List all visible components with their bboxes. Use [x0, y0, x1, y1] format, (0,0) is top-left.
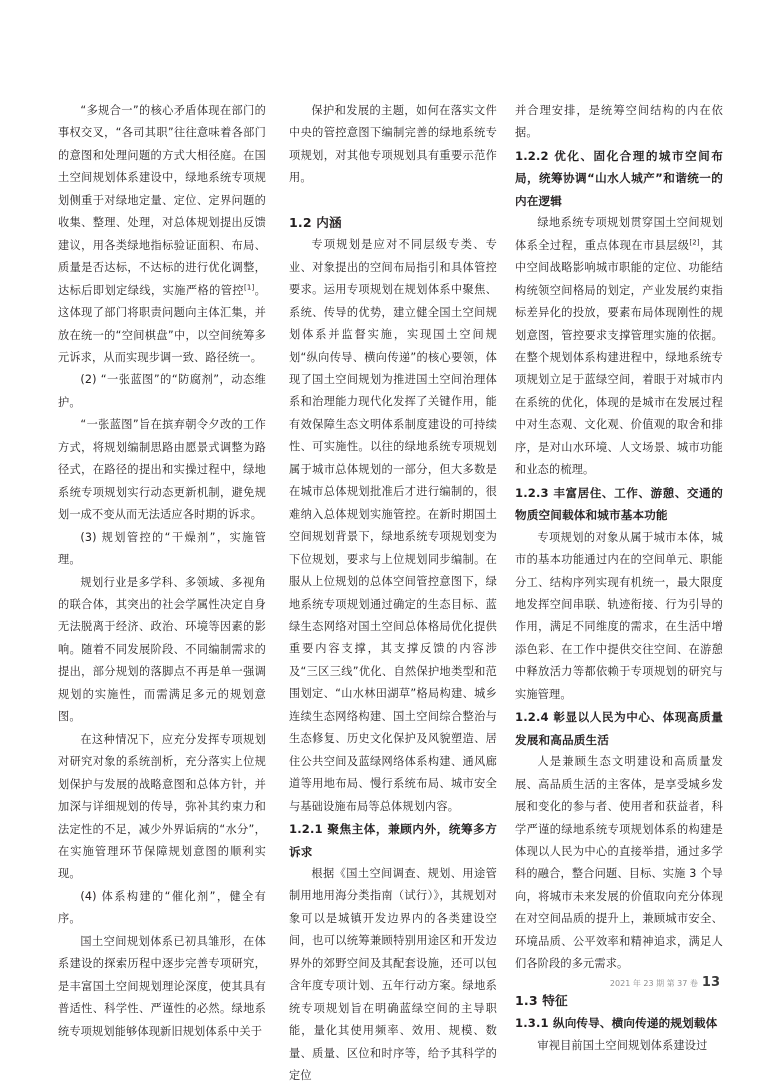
paragraph: 审视目前国土空间规划体系建设过 — [537, 1038, 708, 1052]
paragraph: 绿地系统专项规划贯穿国土空间规划体系全过程，重点体现在市县层级[2]，其中空间战略影响城市职能的定位、功能结构统领空间格局的划定，产业发展约束指标差异化的投放，要素布局体现刚性的规划意图，管控要求支撑管理实施的依据。在整个规划体系构建进程中，绿地系统专项规划立足于蓝绿空间，着眼于对城市内在系统的优化，体现的是城市在发展过程中对生态观、文化观、价值观的取舍和排序，是对山水环境、人文场景、城市功能和业态的梳理。 — [515, 216, 723, 477]
section-heading: 1.2 内涵 — [289, 214, 342, 230]
paragraph: 国土空间规划体系已初具雏形，在体系建设的探索历程中逐步完善专项研究，是丰富国土空间规划理论深度，使其具有普适性、科学性、严谨性的必然。绿地系统专项规划能够体现新旧规划体系中关于 — [58, 934, 266, 1038]
subsection-heading: 1.3.1 纵向传导、横向传递的规划载体 — [515, 1016, 718, 1031]
paragraph: “一张蓝图”旨在摈弃朝令夕改的工作方式，将规划编制思路由愿景式调整为路径式，在路径的提出和实操过程中，绿地系统专项规划实行动态更新机制，避免规划一成不变从而无法适应各时期的诉求。 — [58, 418, 266, 522]
section-heading: 1.3 特征 — [515, 992, 568, 1008]
issue-info: 2021 年 23 期 第 37 卷 — [609, 979, 698, 988]
paragraph: 人是兼顾生态文明建设和高质量发展、高品质生活的主客体，是享受城乡发展和变化的参与者、使用者和获益者，科学严谨的绿地系统专项规划体系的构建是体现以人民为中心的直接举措，通过多学科的融合，整合问题、目标、实施 3 个导向，将城市未来发展的价值取向充分体现在对空间品质的提升上，兼顾城市安全、环境品质、公平效率和精神追求，满足人们各阶段的多元需求。 — [515, 755, 723, 971]
paragraph: 规划行业是多学科、多领域、多视角的联合体，其突出的社会学属性决定自身无法脱离于经济、政治、环境等因素的影响。随着不同发展阶段、不同编制需求的提出，部分规划的落脚点不再是单一强调规划的实施性，而需满足多元的规划意图。 — [58, 575, 266, 724]
text-column-3 — [515, 100, 723, 1057]
paragraph: (4) 体系构建的“催化剂”，健全有序。 — [58, 889, 266, 926]
paragraph: 专项规划的对象从属于城市本体，城市的基本功能通过内在的空间单元、职能分工、结构序列实现有机统一，最大限度地发挥空间串联、轨迹衔接、行为引导的作用，满足不同维度的需求，在生活中增添色彩、在工作中提供交往空间、在游憩中释放活力等都依赖于专项规划的研究与实施管理。 — [515, 530, 723, 701]
page-number: 13 — [701, 975, 720, 990]
paragraph: (3) 规划管控的“干燥剂”，实施管理。 — [58, 530, 266, 567]
paragraph: 根据《国土空间调查、规划、用途管制用地用海分类指南（试行）》，其规划对象可以是城镇开发边界内的各类建设空间，也可以统筹兼顾特别用途区和开发边界外的郊野空间及其配套设施，还可以包含年度专项计划、五年行动方案。绿地系统专项规划旨在明确蓝绿空间的主导职能，量化其使用频率、效用、规模、数量、质量、区位和时序等，给予其科学的定位 — [289, 866, 497, 1083]
paragraph: 专项规划是应对不同层级专类、专业、对象提出的空间布局指引和具体管控要求。运用专项规划在规划体系中聚焦、系统、传导的优势，建立健全国土空间规划体系并监督实施，实现国土空间规划“纵向传导、横向传递”的核心要领，体现了国土空间规划为推进国土空间治理体系和治理能力现代化发挥了关键作用，能有效保障生态文明体系制度建设的可持续性、可实施性。以往的绿地系统专项规划属于城市总体规划的一部分，但大多数是在城市总体规划批准后才进行编制的，很难纳入总体规划实施管控。在新时期国土空间规划背景下，绿地系统专项规划变为下位规划，要求与上位规划同步编制。在服从上位规划的总体空间管控意图下，绿地系统专项规划通过确定的生态目标、蓝绿生态网络对国土空间总体格局优化提供重要内容支撑，其支撑反馈的内容涉及“三区三线”优化、自然保护地类型和范围划定、“山水林田湖草”格局构建、城乡连续生态网络构建、国土空间综合整治与生态修复、历史文化保护及风貌塑造、居住公共空间及蓝绿网络体系构建、通风廊道等用地布局、慢行系统布局、城市安全与基础设施布局等总体规划内容。 — [289, 238, 497, 813]
subsection-heading: 1.2.2 优化、固化合理的城市空间布局，统筹协调“山水人城产”和谐统一的内在逻辑 — [515, 148, 723, 208]
page-footer — [560, 975, 720, 992]
subsection-heading: 1.2.1 聚焦主体，兼顾内外，统筹多方诉求 — [289, 822, 497, 859]
paragraph: 并合理安排，是统筹空间结构的内在依据。 — [515, 104, 723, 140]
citation-ref[interactable]: [2] — [689, 237, 700, 246]
text-column-2 — [289, 100, 497, 1087]
paragraph: 在这种情况下，应充分发挥专项规划对研究对象的系统剖析，充分落实上位规划保护与发展的战略意图和总体方针，并加深与详细规划的传导，弥补其约束力和法定性的不足，减少外界诟病的“水分”，在实施管理环节保障规划意图的顺利实现。 — [58, 732, 266, 881]
text-column-1 — [58, 100, 266, 1043]
paragraph: 保护和发展的主题，如何在落实文件中央的管控意图下编制完善的绿地系统专项规划，对其他专项规划具有重要示范作用。 — [289, 104, 497, 185]
paragraph: (2) “一张蓝图”的“防腐剂”，动态维护。 — [58, 373, 266, 409]
citation-ref[interactable]: [1] — [244, 282, 255, 291]
subsection-heading: 1.2.4 彰显以人民为中心、体现高质量发展和高品质生活 — [515, 710, 723, 747]
paragraph: “多规合一”的核心矛盾体现在部门的事权交叉，“各司其职”往往意味着各部门的意图和处理问题的方式大相径庭。在国土空间规划体系建设中，绿地系统专项规划侧重于对绿地定量、定位、定界问题的收集、整理、处理，对总体规划提出反馈建议，用各类绿地指标验证面积、布局、质量是否达标，不达标的进行优化调整，达标后即划定绿线，实施严格的管控[1]。这体现了部门将职责问题向主体汇集，并放在统一的“空间棋盘”中，以空间统筹多元诉求，从而实现步调一致、路径统一。 — [58, 104, 266, 364]
section-spacer — [289, 190, 497, 212]
subsection-heading: 1.2.3 丰富居住、工作、游憩、交通的物质空间载体和城市基本功能 — [515, 485, 723, 523]
